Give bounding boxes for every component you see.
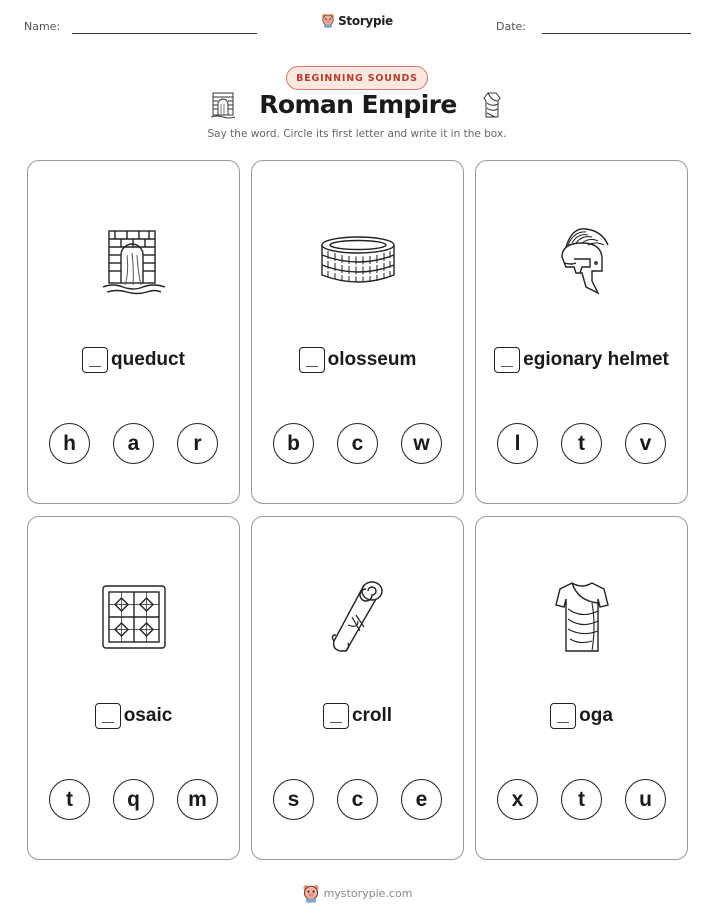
word-text: egionary helmet	[523, 349, 669, 370]
colosseum-icon	[318, 233, 398, 289]
letter-choice[interactable]: w	[401, 423, 442, 464]
word-text: oga	[579, 705, 613, 726]
letter-choice[interactable]: r	[177, 423, 218, 464]
date-label: Date:	[496, 20, 526, 33]
brand-logo	[0, 13, 714, 28]
word-card-toga	[475, 516, 688, 860]
footer-url[interactable]: mystorypie.com	[323, 887, 413, 900]
legionary-helmet-icon	[552, 223, 612, 299]
scroll-icon	[328, 579, 388, 655]
mosaic-icon	[101, 584, 167, 650]
word-card-aqueduct	[27, 160, 240, 504]
letter-choice[interactable]: x	[497, 779, 538, 820]
answer-box[interactable]	[299, 347, 325, 373]
toga-icon	[552, 579, 612, 655]
name-field[interactable]	[72, 33, 257, 34]
letter-choice[interactable]: t	[561, 779, 602, 820]
letter-choice[interactable]: t	[561, 423, 602, 464]
pig-mascot-icon	[302, 884, 320, 903]
answer-box[interactable]	[550, 703, 576, 729]
aqueduct-icon	[211, 91, 235, 119]
letter-choice[interactable]: u	[625, 779, 666, 820]
answer-box[interactable]	[95, 703, 121, 729]
word-text: queduct	[111, 349, 185, 370]
answer-box[interactable]	[494, 347, 520, 373]
letter-choice[interactable]: c	[337, 779, 378, 820]
word-card-legionary-helmet	[475, 160, 688, 504]
pig-mascot-icon	[321, 13, 335, 28]
toga-icon	[481, 91, 503, 119]
page-title: Roman Empire	[259, 90, 457, 119]
aqueduct-icon	[99, 225, 169, 297]
letter-choice[interactable]: s	[273, 779, 314, 820]
letter-choice[interactable]: h	[49, 423, 90, 464]
beginning-sounds-badge: BEGINNING SOUNDS	[286, 66, 428, 90]
instructions: Say the word. Circle its first letter and write it in the box.	[207, 128, 507, 140]
letter-choice[interactable]: a	[113, 423, 154, 464]
word-text: osaic	[123, 705, 173, 726]
letter-choice[interactable]: e	[401, 779, 442, 820]
letter-choice[interactable]: l	[497, 423, 538, 464]
word-card-scroll	[251, 516, 464, 860]
title-row	[0, 90, 714, 119]
letter-choice[interactable]: c	[337, 423, 378, 464]
letter-choice[interactable]: b	[273, 423, 314, 464]
letter-choice[interactable]: t	[49, 779, 90, 820]
word-text: olosseum	[327, 349, 417, 370]
date-field[interactable]	[542, 33, 691, 34]
letter-choice[interactable]: q	[113, 779, 154, 820]
word-card-colosseum	[251, 160, 464, 504]
answer-box[interactable]	[323, 703, 349, 729]
answer-box[interactable]	[82, 347, 108, 373]
word-card-mosaic	[27, 516, 240, 860]
letter-choice[interactable]: v	[625, 423, 666, 464]
name-label: Name:	[24, 20, 61, 33]
word-text: croll	[351, 705, 393, 726]
brand-name: Storypie	[338, 13, 393, 28]
footer	[0, 884, 714, 903]
letter-choice[interactable]: m	[177, 779, 218, 820]
